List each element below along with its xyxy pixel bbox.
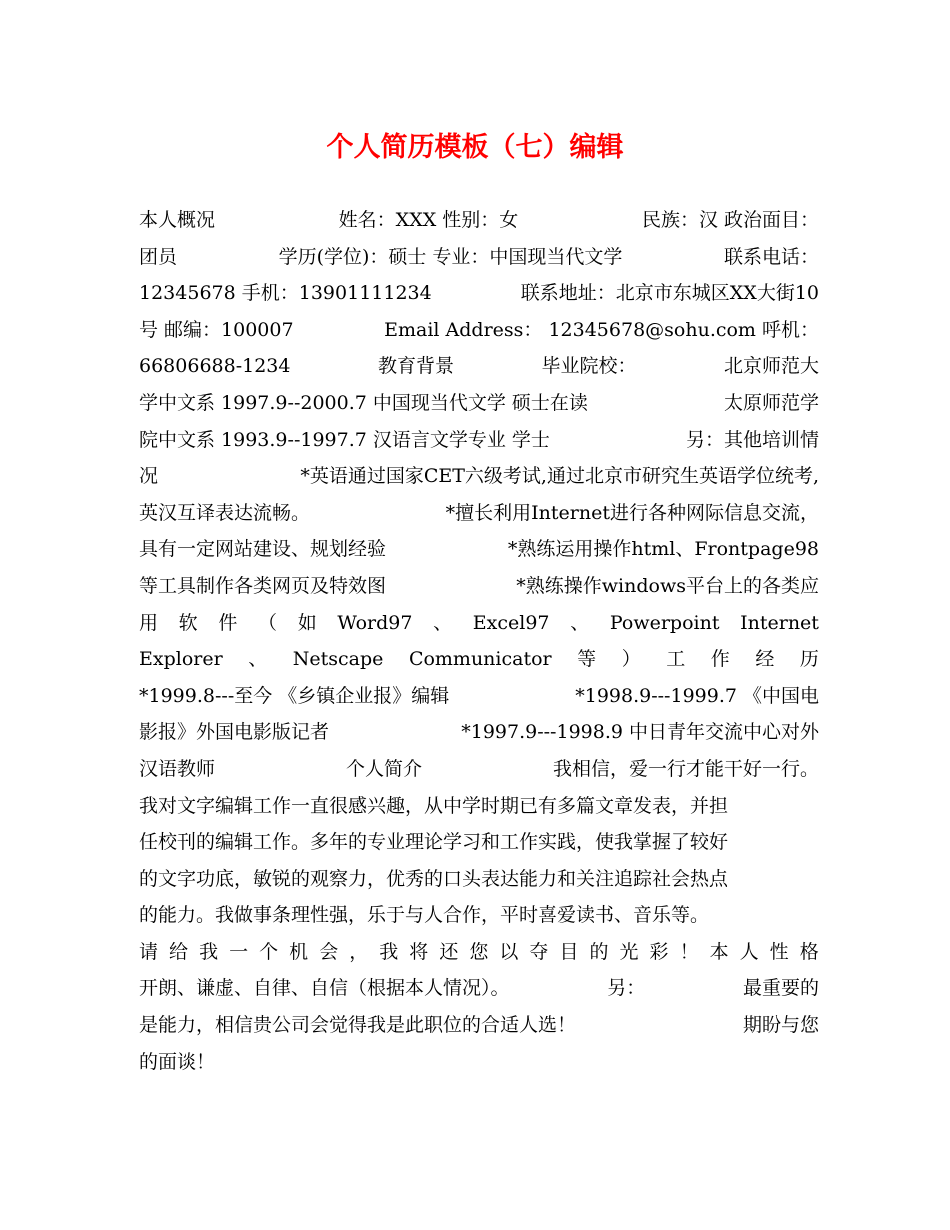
body-text-line [139,970,819,1007]
text-segment: 66806688-1234 [139,355,291,378]
text-segment: 彩 [649,940,669,963]
text-segment: 的面谈！ [139,1050,216,1073]
body-text-line [139,531,819,568]
text-segment: 目 [559,940,579,963]
text-segment: 件 [218,611,238,634]
text-segment: 本人概况 [139,209,216,231]
text-segment: 我 [379,940,399,963]
text-segment: 给 [169,940,189,963]
body-text-line [139,385,819,422]
body-text-line [139,678,819,715]
text-segment: *英语通过国家CET六级考试,通过北京市研究生英语学位统考, [300,465,819,488]
text-segment: 联系地址：北京市东城区XX大街10 [520,282,819,305]
text-segment: ， [349,940,369,963]
text-segment: 等工具制作各类网页及特效图 [139,574,387,597]
text-segment: 一 [229,940,249,963]
text-segment: 号 邮编：100007 [139,318,294,341]
text-segment: 等 [577,648,597,671]
text-segment: *熟练运用操作html、Frontpage98 [507,538,819,561]
text-segment: 具有一定网站建设、规划经验 [139,538,387,561]
text-segment: 将 [409,940,429,963]
text-segment: 机 [289,940,309,963]
text-segment: Word97 [337,611,413,634]
text-segment: 您 [469,940,489,963]
text-segment: 、 [248,648,268,671]
text-segment: Internet [740,611,819,634]
body-text-line [139,1044,819,1081]
text-segment: 北京师范大 [723,355,819,378]
text-segment: 、 [433,611,453,634]
document-title: 个人简历模板（七）编辑 [326,132,624,163]
text-segment: 人 [739,940,759,963]
text-segment: Explorer [139,648,223,671]
document-body [139,202,819,1080]
body-text-line [139,714,819,751]
text-segment: *1998.9---1999.7 《中国电 [575,684,819,707]
body-text-line [139,751,819,788]
text-segment: 英汉互译表达流畅。 [139,501,311,524]
text-segment: 我 [199,940,219,963]
text-segment: 学中文系 1997.9--2000.7 中国现当代文学 硕士在读 [139,391,588,414]
text-segment: 另： [607,977,646,1000]
body-text-line [139,348,819,385]
text-segment: 作 [710,648,730,671]
text-segment: 开朗、谦虚、自律、自信（根据本人情况）。 [139,977,510,1000]
text-segment: 的 [589,940,609,963]
text-segment: Email Address： 12345678@sohu.com 呼机： [384,318,819,341]
text-segment: 的能力。我做事条理性强，乐于与人合作，平时喜爱读书、音乐等。 [139,904,710,927]
text-segment: 联系电话： [723,245,819,268]
body-text-line [139,568,819,605]
text-segment: 学历(学位)：硕士 专业：中国现当代文学 [278,245,623,268]
text-segment: 任校刊的编辑工作。多年的专业理论学习和工作实践，使我掌握了较好 [139,831,729,854]
text-segment: 如 [297,611,317,634]
text-segment: ） [621,648,641,671]
text-segment: 姓名：XXX 性别：女 [338,209,519,231]
text-segment: 12345678 手机：13901111234 [139,282,432,305]
text-segment: 个人简介 [345,757,422,780]
body-text-line [139,239,819,276]
text-segment: 是能力，相信贵公司会觉得我是此职位的合适人选！ [139,1014,577,1037]
text-segment: 软 [178,611,198,634]
text-segment: 历 [799,648,819,671]
text-segment: 还 [439,940,459,963]
text-segment: 最重要的 [742,977,819,1000]
text-segment: Netscape [292,648,384,671]
text-segment: *擅长利用Internet进行各种网际信息交流， [445,501,819,524]
body-text-line [139,275,819,312]
text-segment: 毕业院校： [541,355,637,378]
text-segment: *熟练操作windows平台上的各类应 [516,574,819,597]
body-text-line [139,824,819,861]
text-segment: 团员 [139,245,178,268]
body-text-line [139,458,819,495]
text-segment: 另：其他培训情 [685,428,819,451]
text-segment: 工 [666,648,686,671]
body-text-line [139,202,819,239]
text-segment: 本 [709,940,729,963]
text-segment: 汉语教师 [139,757,216,780]
text-segment: 教育背景 [377,355,454,378]
text-segment: 光 [619,940,639,963]
text-segment: 期盼与您 [742,1014,819,1037]
body-text-line [139,897,819,934]
text-segment: 性 [769,940,789,963]
text-segment: 个 [259,940,279,963]
body-text-line [139,422,819,459]
text-segment: 的文字功底，敏锐的观察力，优秀的口头表达能力和关注追踪社会热点 [139,867,729,890]
text-segment: 以 [499,940,519,963]
body-text-line [139,605,819,642]
text-segment: 、 [570,611,590,634]
body-text-line [139,788,819,825]
text-segment: ！ [679,940,699,963]
text-segment: （ [258,611,278,634]
text-segment: 会 [319,940,339,963]
text-segment: 请 [139,940,159,963]
text-segment: 经 [755,648,775,671]
text-segment: Communicator [408,648,552,671]
text-segment: 夺 [529,940,549,963]
body-text-line [139,641,819,678]
text-segment: 太原师范学 [723,391,819,414]
text-segment: *1997.9---1998.9 中日青年交流中心对外 [461,721,819,744]
text-segment: 我对文字编辑工作一直很感兴趣，从中学时期已有多篇文章发表，并担 [139,794,729,817]
text-segment: *1999.8---至今 《乡镇企业报》编辑 [139,684,450,707]
body-text-line [139,934,819,971]
text-segment: Excel97 [472,611,550,634]
text-segment: 影报》外国电影版记者 [139,721,330,744]
text-segment: 用 [139,611,159,634]
text-segment: 格 [799,940,819,963]
text-segment: 院中文系 1993.9--1997.7 汉语言文学专业 学士 [139,428,550,451]
text-segment: 况 [139,465,159,488]
body-text-line [139,495,819,532]
text-segment: 我相信，爱一行才能干好一行。 [552,757,819,780]
text-segment: Powerpoint [609,611,720,634]
body-text-line [139,861,819,898]
body-text-line [139,312,819,349]
text-segment: 民族：汉 政治面目： [641,209,819,231]
body-text-line [139,1007,819,1044]
